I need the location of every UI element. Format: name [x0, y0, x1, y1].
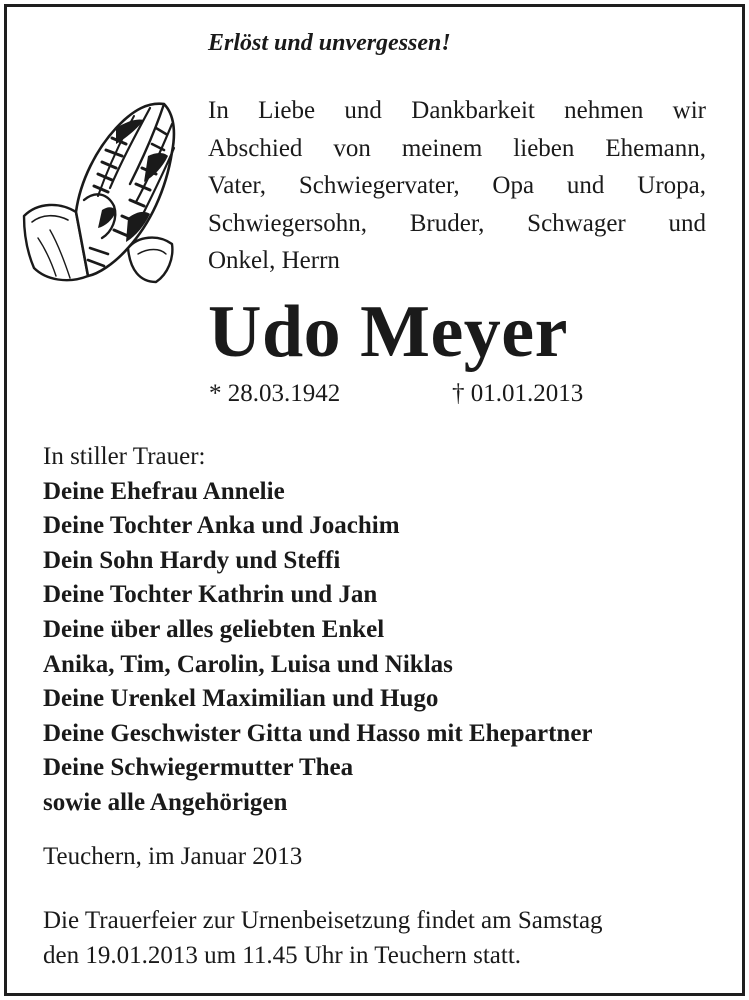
mourners-list	[43, 440, 593, 821]
intro-text	[208, 92, 706, 280]
motto: Erlöst und unvergessen!	[208, 30, 451, 56]
place-date: Teuchern, im Januar 2013	[43, 843, 303, 870]
mourner-line: Deine Schwiegermutter Thea	[43, 754, 354, 782]
funeral-line-2: den 19.01.2013 um 11.45 Uhr in Teuchern statt.	[43, 942, 522, 969]
deceased-name: Udo Meyer	[208, 291, 568, 373]
mourner-line: Deine Ehefrau Annelie	[43, 477, 285, 505]
mourner-line: Anika, Tim, Carolin, Luisa und Niklas	[43, 650, 453, 678]
birth-date: * 28.03.1942	[209, 380, 341, 407]
funeral-notice	[43, 903, 603, 973]
mourner-line: sowie alle Angehörigen	[43, 788, 288, 816]
mourner-line: Deine über alles geliebten Enkel	[43, 615, 385, 643]
intro-line-1: In Liebe und Dankbarkeit nehmen wir	[208, 97, 706, 124]
intro-line-5: Onkel, Herrn	[208, 247, 340, 274]
death-date: † 01.01.2013	[452, 380, 584, 407]
mourning-heading: In stiller Trauer:	[43, 443, 206, 470]
mourner-line: Deine Tochter Kathrin und Jan	[43, 581, 378, 609]
intro-line-4: Schwiegersohn, Bruder, Schwager und	[208, 209, 706, 237]
funeral-line-1: Die Trauerfeier zur Urnenbeisetzung findet am Samstag	[43, 907, 603, 934]
mourner-line: Deine Geschwister Gitta und Hasso mit Ehepartner	[43, 719, 593, 747]
mourner-line: Dein Sohn Hardy und Steffi	[43, 546, 341, 574]
praying-hands-icon	[16, 98, 184, 284]
intro-line-3: Vater, Schwiegervater, Opa und Uropa,	[208, 172, 706, 199]
intro-line-2: Abschied von meinem lieben Ehemann,	[208, 134, 706, 162]
mourner-line: Deine Tochter Anka und Joachim	[43, 512, 400, 540]
mourner-line: Deine Urenkel Maximilian und Hugo	[43, 685, 439, 713]
